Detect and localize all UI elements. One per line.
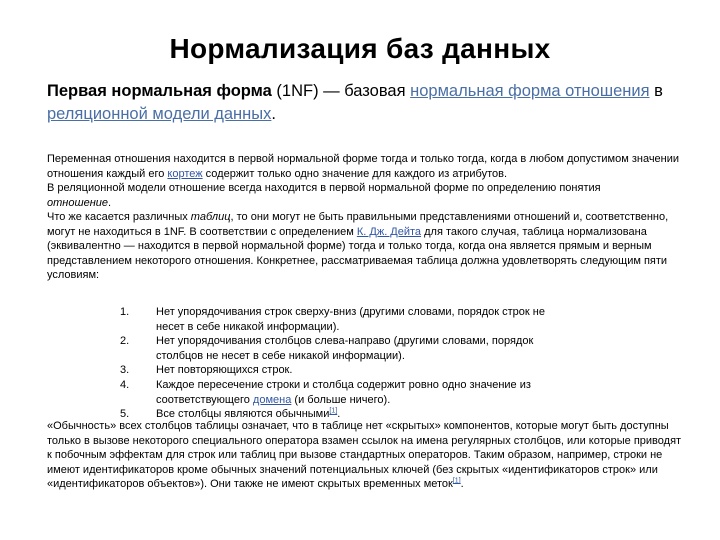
term-1nf: Первая нормальная форма [47, 82, 272, 100]
list-text: Нет упорядочивания столбцов слева-направо (другими словами, порядок столбцов не несет в себе никакой информации). [156, 335, 534, 362]
link-domain[interactable]: домена [252, 393, 292, 406]
list-text: . [337, 408, 341, 421]
paragraph-ordinary-columns [47, 419, 685, 492]
footnote-ref[interactable]: [1] [329, 407, 338, 415]
list-text: (и больше ничего). [291, 393, 391, 406]
link-tuple[interactable]: кортеж [167, 167, 203, 180]
list-item [120, 305, 570, 334]
list-item [120, 334, 570, 363]
para-text: , то они могут не быть правильными представлениями отношений и, соответственно, могут не находиться в 1NF. В соответствии с определением [47, 211, 669, 238]
list-text: Нет повторяющихся строк. [156, 364, 293, 377]
para-text: . [460, 478, 464, 490]
para-text: содержит только одно значение для каждого из атрибутов. [202, 167, 508, 180]
list-number: 4. [120, 378, 130, 391]
list-text: Каждое пересечение строки и столбца содержит ровно одно значение из соответствующего [156, 378, 531, 406]
list-number: 2. [120, 335, 130, 348]
lead-definition [47, 80, 667, 126]
link-date[interactable]: К. Дж. Дейта [356, 225, 422, 238]
list-text: Все столбцы являются обычными [156, 408, 330, 421]
link-normal-form[interactable]: нормальная форма отношения [410, 82, 650, 100]
para-text: Что же касается различных [47, 211, 191, 223]
list-number: 3. [120, 364, 130, 377]
para-text: Переменная отношения находится в первой нормальной форме тогда и только тогда, когда в любом допустимом значении отношения каждый его [47, 153, 680, 180]
lead-text-mid: в [649, 82, 663, 100]
para-text: . [108, 196, 112, 209]
list-number: 1. [120, 306, 130, 318]
para-text: В реляционной модели отношение всегда находится в первой нормальной форме по определению понятия [47, 182, 601, 194]
para-italic: таблиц [190, 211, 231, 223]
list-item [120, 363, 570, 378]
list-text: Нет упорядочивания строк сверху-вниз (другими словами, порядок строк не несет в себе никакой информации). [156, 306, 545, 333]
conditions-list [120, 305, 570, 422]
paragraph-definition [47, 152, 685, 283]
list-item [120, 378, 570, 407]
slide-title: Нормализация баз данных [169, 33, 551, 64]
lead-text: (1NF) — базовая [271, 82, 411, 100]
list-text-container [156, 378, 570, 407]
list-number: 5. [120, 408, 130, 421]
para-text: для такого случая, таблица нормализована (эквивалентно — находится в первой нормальной форме) тогда и только тогда, когда она является прямым и верным представлением некоторого отношения. Конкретнее, рассматриваемая таблица должна удовлетворять следующим пяти условиям: [47, 225, 668, 281]
footnote-ref[interactable]: [1] [452, 477, 461, 485]
lead-end: . [271, 105, 276, 123]
para-italic: отношение [47, 196, 108, 209]
link-relational-model[interactable]: реляционной модели данных [47, 105, 272, 123]
para-text: «Обычность» всех столбцов таблицы означает, что в таблице нет «скрытых» компонентов, которые могут быть доступны только в вызове некоторого специального оператора взамен ссылок на имена регулярных столбцов, или которые приводят к побочным эффектам для строк или таблиц при вызове стандартных операторов. Таким образом, например, строки не имеют идентификаторов кроме обычных значений потенциальных ключей (без скрытых «идентификаторов строк» или «идентификаторов объектов»). Они также не имеют скрытых временных меток [47, 420, 682, 490]
